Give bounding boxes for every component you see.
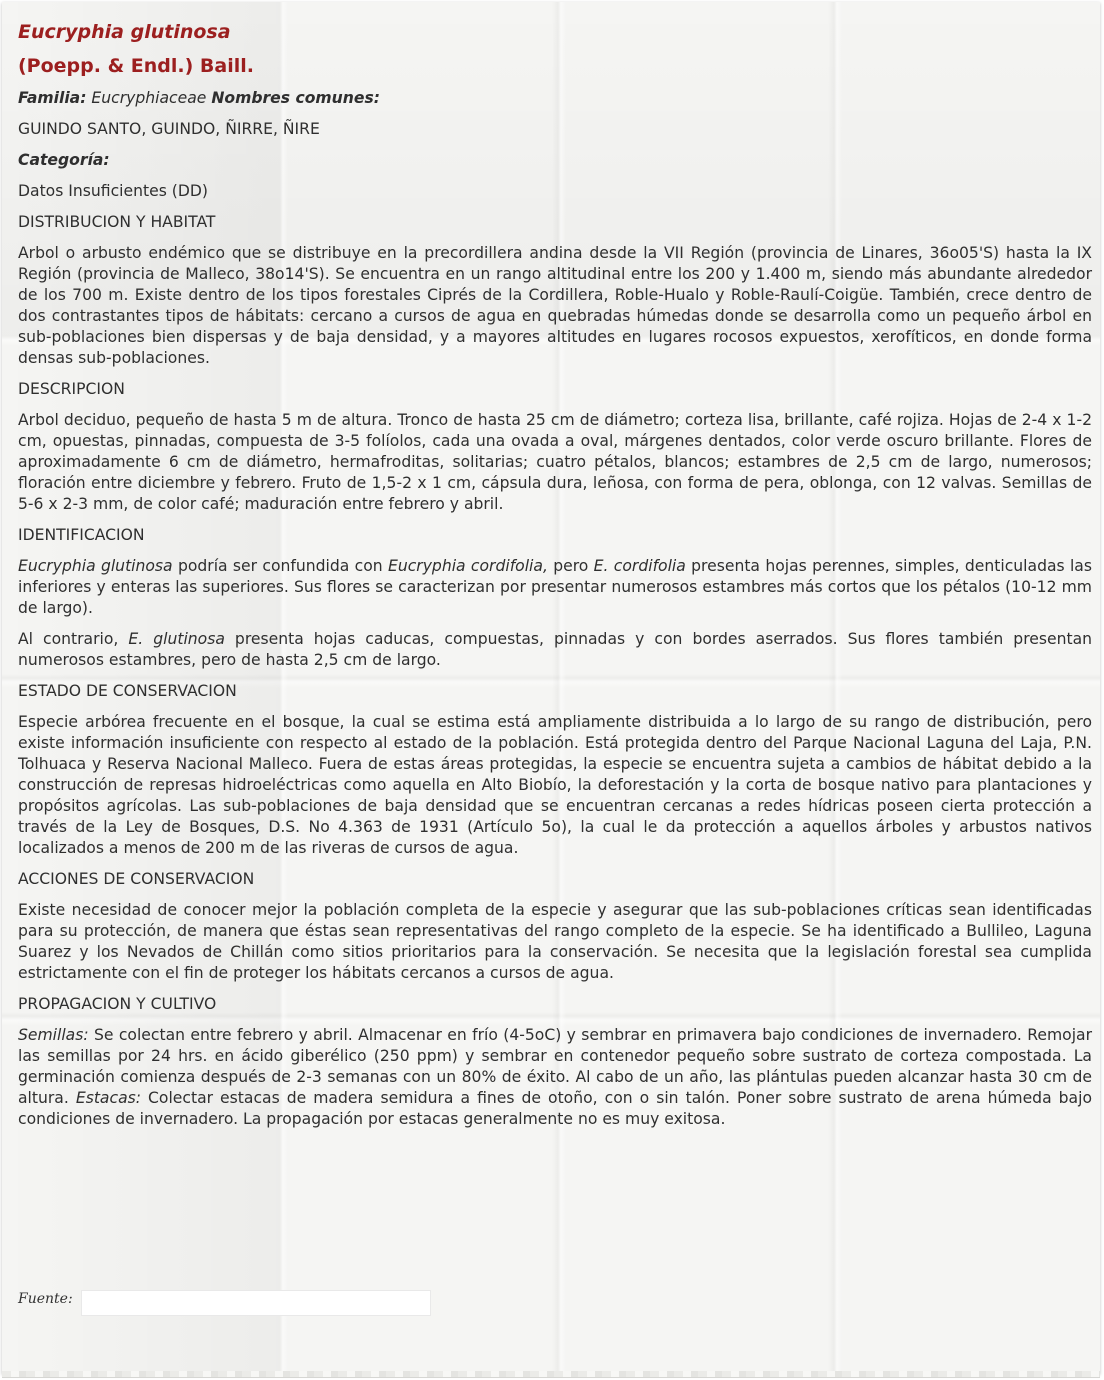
identificacion-text-1: podría ser confundida con bbox=[172, 557, 388, 575]
estacas-label: Estacas: bbox=[75, 1089, 141, 1107]
semillas-text: Se colectan entre febrero y abril. Almacenar en frío (4-5oC) y sembrar en primavera bajo condiciones de invernadero. Remojar las semillas por 24 hrs. en ácido giberélico (250 ppm) y sembrar en contenedor pequeño sobre sustrato de corteza compostada. La germinación comienza después de 2-3 semanas con un 80% de éxito. Al cabo de un año, las plántulas pueden alcanzar hasta 30 cm de altura. bbox=[18, 1026, 1092, 1107]
estacas-text: Colectar estacas de madera semidura a fines de otoño, con o sin talón. Poner sobre sustrato de arena húmeda bajo condiciones de invernadero. La propagación por estacas generalmente no es muy exitosa. bbox=[18, 1089, 1092, 1128]
paper-sheet bbox=[2, 2, 1100, 1374]
identificacion-species-3: E. cordifolia bbox=[593, 557, 686, 575]
identificacion-paragraph-1 bbox=[18, 556, 1092, 619]
categoria-label: Categoría: bbox=[18, 151, 110, 169]
identificacion-heading: IDENTIFICACION bbox=[18, 526, 145, 544]
descripcion-text: Arbol deciduo, pequeño de hasta 5 m de altura. Tronco de hasta 25 cm de diámetro; corteza lisa, brillante, café rojiza. Hojas de 2-4 x 1-2 cm, opuestas, pinnadas, compuesta de 3-5 folíolos, cada una ovada a oval, márgenes dentados, color verde oscuro brillante. Flores de aproximadamente 6 cm de diámetro, hermafroditas, solitarias; cuatro pétalos, blancos; estambres de 2,5 cm de largo, numerosos; floración entre diciembre y febrero. Fruto de 1,5-2 x 1 cm, cápsula dura, leñosa, con forma de pera, oblonga, con 12 valvas. Semillas de 5-6 x 2-3 mm, de color café; maduración entre febrero y abril. bbox=[18, 411, 1092, 513]
identificacion-text-4: Al contrario, bbox=[18, 630, 129, 648]
distribucion-text: Arbol o arbusto endémico que se distribuye en la precordillera andina desde la VII Región (provincia de Linares, 36o05'S) hasta la IX Región (provincia de Malleco, 38o14'S). Se encuentra en un rango altitudinal entre los 200 y 1.400 m, siendo más abundante alrededor de los 700 m. Existe dentro de los tipos forestales Ciprés de la Cordillera, Roble-Hualo y Roble-Raulí-Coigüe. También, crece dentro de dos contrastantes tipos de hábitats: cercano a cursos de agua en quebradas húmedas donde se desarrolla como un pequeño árbol en sub-poblaciones bien dispersas y de baja densidad, y a mayores altitudes en lugares rocosos expuestos, xerofíticos, en donde forma densas sub-poblaciones. bbox=[18, 244, 1092, 367]
propagacion-heading: PROPAGACION Y CULTIVO bbox=[18, 995, 217, 1013]
species-sheet bbox=[18, 20, 1092, 1140]
species-scientific-name: Eucryphia glutinosa bbox=[18, 21, 231, 43]
acciones-heading: ACCIONES DE CONSERVACION bbox=[18, 870, 255, 888]
fuente-source-box bbox=[81, 1290, 431, 1316]
descripcion-heading: DESCRIPCION bbox=[18, 380, 125, 398]
categoria-value: Datos Insuficientes (DD) bbox=[18, 182, 208, 200]
identificacion-species-1: Eucryphia glutinosa bbox=[18, 557, 173, 575]
identificacion-text-2: pero bbox=[547, 557, 594, 575]
identificacion-paragraph-2 bbox=[18, 629, 1092, 671]
species-author: (Poepp. & Endl.) Baill. bbox=[18, 55, 254, 77]
semillas-label: Semillas: bbox=[18, 1026, 89, 1044]
estado-heading: ESTADO DE CONSERVACION bbox=[18, 682, 237, 700]
distribucion-heading: DISTRIBUCION Y HABITAT bbox=[18, 213, 216, 231]
familia-label: Familia: bbox=[18, 89, 87, 107]
identificacion-text-5: presenta hojas caducas, compuestas, pinnadas y con bordes aserrados. Sus flores también presentan numerosos estambres, pero de hasta 2,5 cm de largo. bbox=[18, 630, 1093, 669]
fuente-label: Fuente: bbox=[18, 1291, 73, 1307]
identificacion-text-3: presenta hojas perennes, simples, denticuladas las inferiores y enteras las superiores. Sus flores se caracterizan por presentar numerosos estambres más cortos que los pétalos (10-12 mm de largo). bbox=[18, 557, 1092, 617]
nombres-comunes-label: Nombres comunes: bbox=[211, 89, 380, 107]
identificacion-species-4: E. glutinosa bbox=[128, 630, 225, 648]
familia-line bbox=[18, 88, 1092, 109]
identificacion-species-2: Eucryphia cordifolia, bbox=[387, 557, 548, 575]
propagacion-text bbox=[18, 1025, 1092, 1130]
acciones-text: Existe necesidad de conocer mejor la población completa de la especie y asegurar que las sub-poblaciones críticas sean identificadas para su protección, de manera que éstas sean representativas del rango completo de la especie. Se ha identificado a Bullileo, Laguna Suarez y los Nevados de Chillán como sitios prioritarios para la conservación. Se necesita que la legislación forestal sea cumplida estrictamente con el fin de proteger los hábitats cercanos a cursos de agua. bbox=[18, 901, 1092, 982]
familia-value: Eucryphiaceae bbox=[91, 89, 207, 107]
nombres-comunes-value: GUINDO SANTO, GUINDO, ÑIRRE, ÑIRE bbox=[18, 120, 320, 138]
estado-text: Especie arbórea frecuente en el bosque, la cual se estima está ampliamente distribuida a lo largo de su rango de distribución, pero existe información insuficiente con respecto al estado de la población. Está protegida dentro del Parque Nacional Laguna del Laja, P.N. Tolhuaca y Reserva Nacional Malleco. Fuera de estas áreas protegidas, la especie se encuentra sujeta a cambios de hábitat debido a la construcción de represas hidroeléctricas como aquella en Alto Biobío, la deforestación y la corta de bosque nativo para plantaciones y propósitos agrícolas. Las sub-poblaciones de baja densidad que se encuentran cercanas a redes hídricas poseen cierta protección a través de la Ley de Bosques, D.S. No 4.363 de 1931 (Artículo 5o), la cual le da protección a aquellos árboles y arbustos nativos localizados a menos de 200 m de las riveras de cursos de agua. bbox=[18, 713, 1092, 857]
